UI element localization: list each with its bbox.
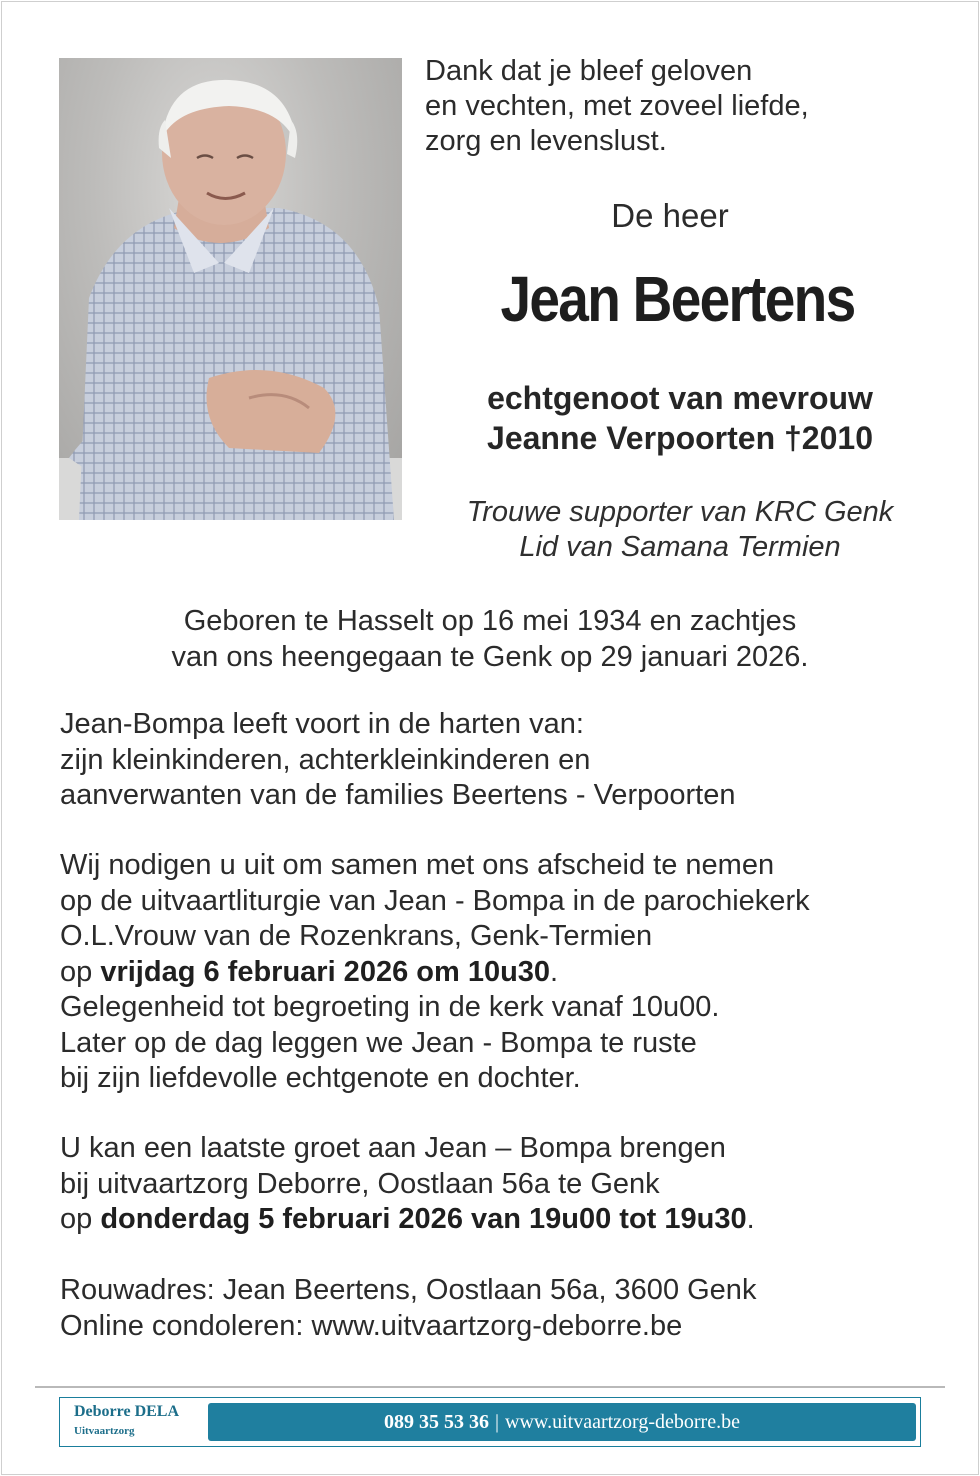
ceremony-line: Wij nodigen u uit om samen met ons afscheid te nemen: [60, 849, 775, 881]
spouse-line: Jeanne Verpoorten †2010: [487, 420, 873, 456]
portrait-photo: [59, 58, 402, 520]
logo-subtitle: Uitvaartzorg: [74, 1425, 135, 1437]
ceremony-line: bij zijn liefdevolle echtgenote en dochter.: [60, 1062, 581, 1094]
ceremony-date-line: [60, 955, 960, 991]
ceremony-date-prefix: op: [60, 955, 101, 988]
poem-line: zorg en levenslust.: [425, 125, 667, 157]
farewell-info: [60, 1131, 960, 1238]
spouse-info: [420, 378, 940, 458]
deceased-name: Jean Beertens: [500, 263, 855, 335]
ceremony-line: Gelegenheid tot begroeting in de kerk vanaf 10u00.: [60, 991, 720, 1023]
birth-death-info: [40, 603, 940, 675]
mentions: [420, 495, 940, 565]
website-link[interactable]: www.uitvaartzorg-deborre.be: [505, 1411, 740, 1433]
poem: [425, 54, 809, 159]
spouse-line: echtgenoot van mevrouw: [487, 380, 873, 416]
farewell-date-prefix: op: [60, 1203, 101, 1235]
ceremony-line: O.L.Vrouw van de Rozenkrans, Genk-Termien: [60, 920, 653, 952]
ceremony-line: op de uitvaartliturgie van Jean - Bompa in de parochiekerk: [60, 884, 810, 917]
farewell-line: U kan een laatste groet aan Jean – Bompa brengen: [60, 1132, 726, 1164]
birth-line: van ons heengegaan te Genk op 29 januari 2026.: [171, 641, 809, 673]
contact-info: [60, 1273, 960, 1344]
contact-bar: [208, 1403, 916, 1441]
farewell-date: donderdag 5 februari 2026 van 19u00 tot 19u30: [100, 1203, 747, 1235]
online-condolence: Online condoleren: www.uitvaartzorg-deborre.be: [60, 1309, 683, 1342]
survivors-line: zijn kleinkinderen, achterkleinkinderen en: [60, 743, 591, 776]
portrait-illustration: [59, 58, 402, 520]
farewell-line: bij uitvaartzorg Deborre, Oostlaan 56a te Genk: [60, 1167, 660, 1200]
ceremony-date-suffix: .: [550, 955, 559, 988]
logo-name: Deborre DELA: [74, 1403, 180, 1420]
ceremony-line: Later op de dag leggen we Jean - Bompa te ruste: [60, 1026, 697, 1059]
funeral-home-banner: [59, 1397, 921, 1447]
survivors-line: Jean-Bompa leeft voort in de harten van:: [60, 708, 584, 740]
survivors: [60, 707, 960, 814]
ceremony-info: [60, 848, 960, 1097]
honorific: De heer: [611, 197, 729, 234]
phone-number[interactable]: 089 35 53 36: [384, 1411, 490, 1433]
divider: [35, 1386, 945, 1388]
ceremony-date: vrijdag 6 februari 2026 om 10u30: [100, 955, 551, 988]
funeral-home-logo: [74, 1403, 179, 1437]
birth-line: Geboren te Hasselt op 16 mei 1934 en zachtjes: [183, 605, 797, 637]
farewell-date-suffix: .: [746, 1203, 755, 1235]
separator: |: [495, 1411, 500, 1433]
poem-line: Dank dat je bleef geloven: [425, 55, 753, 87]
survivors-line: aanverwanten van de families Beertens - Verpoorten: [60, 779, 736, 811]
mention-line: Trouwe supporter van KRC Genk: [466, 496, 894, 528]
farewell-date-line: [60, 1202, 960, 1238]
mention-line: Lid van Samana Termien: [519, 531, 841, 563]
poem-line: en vechten, met zoveel liefde,: [425, 90, 809, 122]
mourning-address: Rouwadres: Jean Beertens, Oostlaan 56a, 3600 Genk: [60, 1274, 757, 1306]
